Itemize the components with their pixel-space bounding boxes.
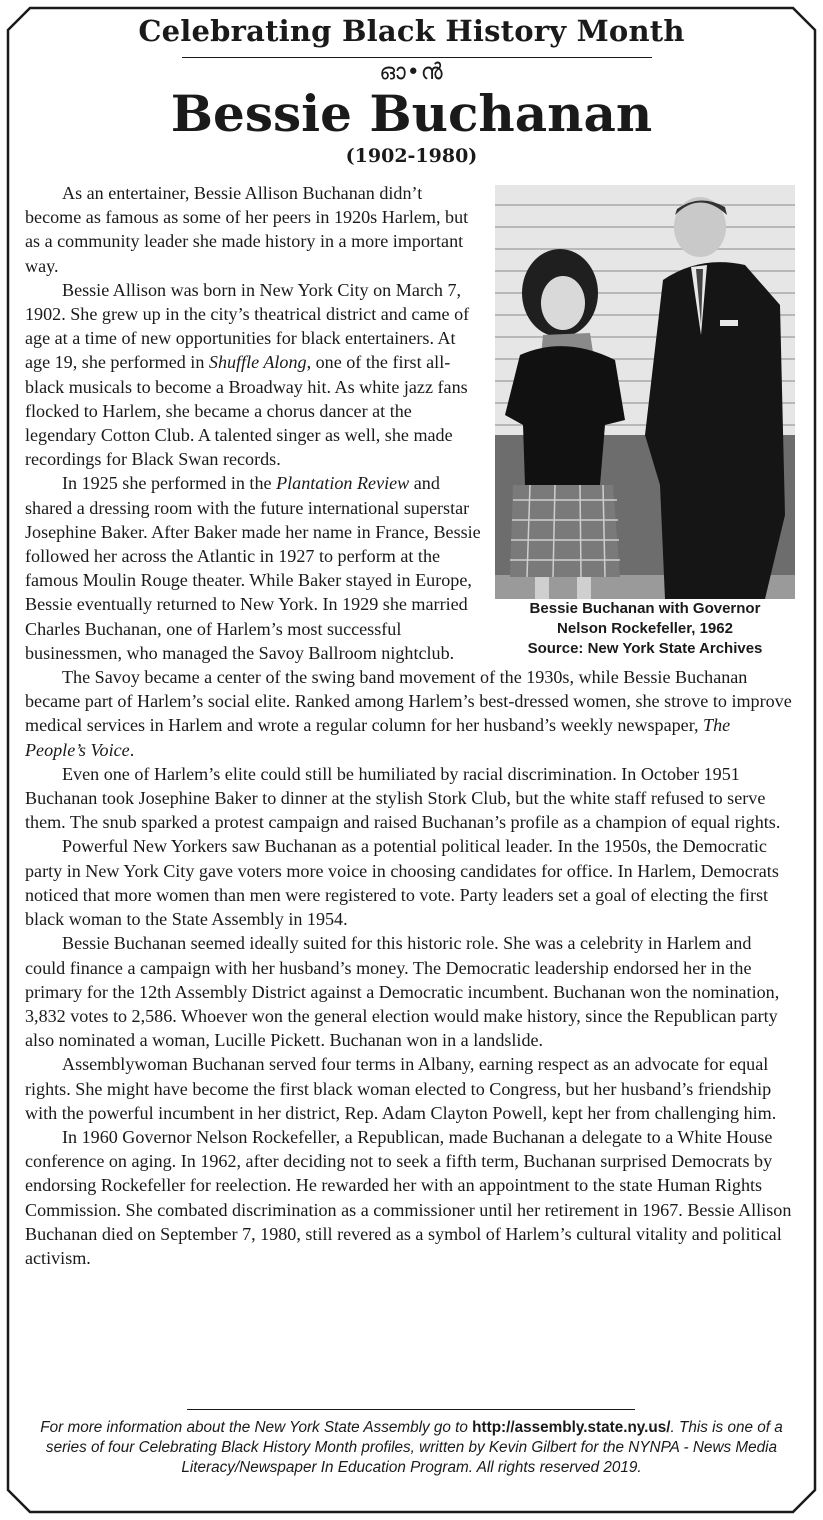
paragraph-4-text-b: . <box>129 739 135 760</box>
paragraph-8 <box>25 1052 793 1125</box>
paragraph-2-text-a: Bessie Allison was born in New York City on March 7, 1902. She grew up in the city’s theatrical district and came of age at a time of new opportunities for black entertainers. At age 19, she performed in <box>25 279 470 373</box>
footer-credits <box>30 1418 793 1478</box>
caption-line-2: Nelson Rockefeller, 1962 <box>557 620 733 637</box>
paragraph-7 <box>25 931 793 1052</box>
footer-rest-text: . This is one of a series of four Celebrating Black History Month profiles, written by Kevin Gilbert for the NYNPA - News Media Literacy/Newspaper In Education Program. All rights reserved 2019. <box>45 1419 783 1476</box>
paragraph-4 <box>25 665 793 762</box>
photo-illustration <box>495 185 795 599</box>
archival-photo <box>495 185 795 599</box>
paragraph-8-text: Assemblywoman Buchanan served four terms in Albany, earning respect as an advocate for equal rights. She might have become the first black woman elected to Congress, but her husband’s friendship with the powerful incumbent in her district, Rep. Adam Clayton Powell, kept her from challenging him. <box>25 1054 777 1123</box>
series-title: Celebrating Black History Month <box>138 14 685 48</box>
paragraph-2-text-b: , one of the first all-black musicals to become a Broadway hit. As white jazz fans flocked to Harlem, she became a chorus dancer at the legendary Cotton Club. A talented singer as well, she made recordings for Black Swan records. <box>25 352 468 470</box>
paragraph-1-text: As an entertainer, Bessie Allison Buchanan didn’t become as famous as some of her peers in 1920s Harlem, but as a community leader she made history in a more important way. <box>25 183 469 276</box>
profile-years: (1902-1980) <box>345 145 478 167</box>
musical-title: Shuffle Along <box>208 352 307 373</box>
paragraph-3-text-a: In 1925 she performed in the <box>62 473 277 494</box>
paragraph-3-text-b: and shared a dressing room with the future international superstar Josephine Baker. After Baker made her name in France, Bessie followed her across the Atlantic in 1927 to perform at the famous Moulin Rouge theater. While Baker stayed in Europe, Bessie eventually returned to New York. In 1929 she married Charles Buchanan, one of Harlem’s most successful businessmen, who managed the Savoy Ballroom nightclub. <box>25 473 481 663</box>
paragraph-9-text: In 1960 Governor Nelson Rockefeller, a Republican, made Buchanan a delegate to a White House conference on aging. In 1962, after deciding not to seek a fifth term, Buchanan surprised Democrats by endorsing Rockefeller for reelection. He rewarded her with an appointment to the state Human Rights Commission. She combated discrimination as a commissioner until her retirement in 1967. Bessie Allison Buchanan died on September 7, 1980, still revered as a symbol of Harlem’s cultural vitality and political activism. <box>25 1126 792 1268</box>
footer-rule <box>187 1409 635 1410</box>
photo-figure <box>491 185 799 659</box>
paragraph-5-text: Even one of Harlem’s elite could still be humiliated by racial discrimination. In October 1951 Buchanan took Josephine Baker to dinner at the stylish Stork Club, but the white staff refused to serve them. The snub sparked a protest campaign and raised Buchanan’s profile as a champion of equal rights. <box>25 763 781 833</box>
paragraph-6 <box>25 834 793 931</box>
ornament-divider: ഓ•ൻ <box>379 60 444 85</box>
caption-line-3: Source: New York State Archives <box>527 640 763 657</box>
photo-caption <box>491 599 799 659</box>
paragraph-4-text-a: The Savoy became a center of the swing band movement of the 1930s, while Bessie Buchanan became part of Harlem’s social elite. Ranked among Harlem’s best-dressed women, she strove to improve medical services in Harlem and wrote a regular column for her husband’s weekly newspaper, <box>25 667 792 736</box>
footer-lead-text: For more information about the New York State Assembly go to <box>40 1419 473 1436</box>
article-body <box>25 181 793 1270</box>
show-title: Plantation Review <box>276 473 410 494</box>
title-rule <box>182 57 652 58</box>
paragraph-6-text: Powerful New Yorkers saw Buchanan as a potential political leader. In the 1950s, the Democratic party in New York City gave voters more voice in choosing candidates for office. In Harlem, Democrats noticed that more women than men were registered to vote. Party leaders set a goal of electing the first black woman to the State Assembly in 1954. <box>25 836 779 930</box>
caption-line-1: Bessie Buchanan with Governor <box>529 600 761 617</box>
newspaper-title: The People’s Voice <box>25 715 731 760</box>
assembly-link[interactable]: http://assembly.state.ny.us/ <box>472 1419 671 1436</box>
paragraph-5 <box>25 762 793 835</box>
paragraph-7-text: Bessie Buchanan seemed ideally suited for this historic role. She was a celebrity in Harlem and could finance a campaign with her husband’s money. The Democratic leadership endorsed her in the primary for the 12th Assembly District against a Democratic incumbent. Buchanan won the nomination, 3,832 votes to 2,586. Whoever won the general election would make history, since the Republican party also nominated a woman, Lucille Pickett. Buchanan won in a landslide. <box>25 933 780 1051</box>
profile-name: Bessie Buchanan <box>170 84 653 143</box>
paragraph-9 <box>25 1125 793 1270</box>
